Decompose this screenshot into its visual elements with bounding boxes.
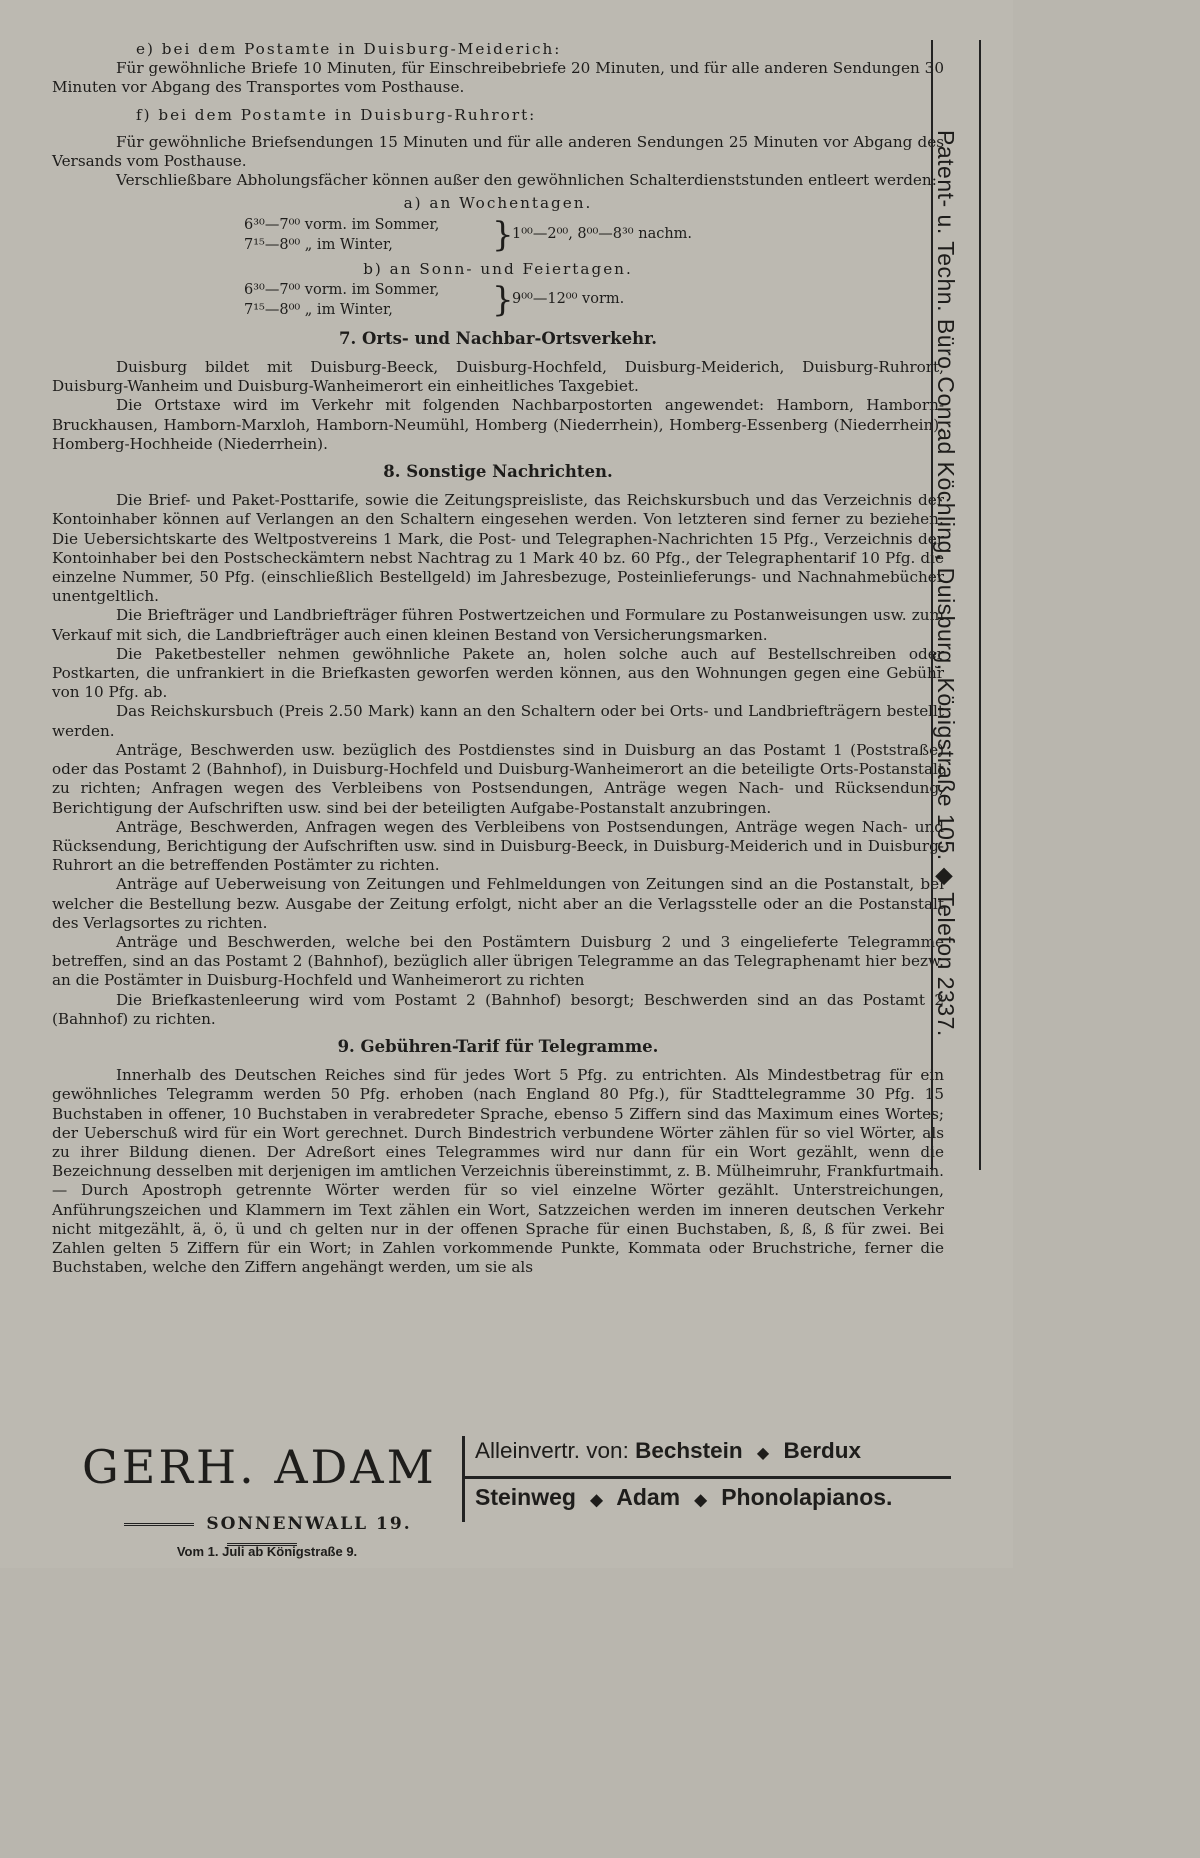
paragraph-9-1: Innerhalb des Deutschen Reiches sind für jedes Wort 5 Pfg. zu entrichten. Als Mindestbetrag für ein gewöhnliches Telegramm werden 50 Pfg. erhoben (nach England 80 Pfg.), für Stadttelegramme 30 Pfg. 15 Buchstaben in offener, 10 Buchstaben in verabredeter Sprache, ebenso 5 Ziffern sind das Maximum eines Wortes; der Ueberschuß wird für ein Wort gerechnet. Durch Bindestrich verbundene Wörter zählen für so viel Wörter, als zu ihrer Bildung dienen. Der Adreßort eines Telegrammes wird nur dann für ein Wort gezählt, wenn die Bezeichnung desselben mit derjenigen im amtlichen Verzeichnis übereinstimmt, z. B. Mülheimruhr, Frankfurtmain. — Durch Apostroph getrennte Wörter werden für so viel einzelne Wörter gezählt. Unterstreichungen, Anführungszeichen und Klammern im Text zählen ein Wort, Satzzeichen werden im inneren deutschen Verkehr nicht mitgezählt, ä, ö, ü und ch gelten nur in der offenen Sprache für einen Buchstaben, ß, ß, ß für zwei. Bei Zahlen gelten 5 Ziffern für ein Wort; in Zahlen vorkommende Punkte, Kommata oder Bruchstriche, ferner die Buchstaben, welche den Ziffern angehängt werden, um sie als bbox=[52, 1066, 944, 1277]
paragraph-8-3: Die Paketbesteller nehmen gewöhnliche Pakete an, holen solche auch auf Bestellschreiben oder Postkarten, die unfrankiert in die Briefkasten geworfen werden können, aus den Wohnungen gegen eine Gebühr von 10 Pfg. ab. bbox=[52, 644, 944, 702]
section-f-text: Für gewöhnliche Briefsendungen 15 Minuten und für alle anderen Sendungen 25 Minuten vor Abgang des Versands vom Posthause. bbox=[52, 132, 944, 171]
sidebar-advert-text: Patent- u. Techn. Büro Conrad Köchling, Duisburg, Königstraße 105. ◆ Telefon 2337. bbox=[933, 130, 959, 1037]
holiday-hours bbox=[52, 281, 944, 321]
heading-7: 7. Orts- und Nachbar-Ortsverkehr. bbox=[338, 328, 657, 348]
heading-9: 9. Gebühren-Tarif für Telegramme. bbox=[337, 1036, 659, 1056]
brand-adam: Adam bbox=[616, 1484, 681, 1510]
paragraph-7-1: Duisburg bildet mit Duisburg-Beeck, Duisburg-Hochfeld, Duisburg-Meiderich, Duisburg-Ruhrort, Duisburg-Wanheim und Duisburg-Wanheimerort ein einheitliches Taxgebiet. bbox=[52, 358, 944, 396]
advert-prefix: Alleinvertr. von: bbox=[475, 1438, 629, 1463]
paragraph-8-2: Die Briefträger und Landbriefträger führen Postwertzeichen und Formulare zu Postanweisungen usw. zum Verkauf mit sich, die Landbriefträger auch einen kleinen Bestand von Versicherungsmarken. bbox=[52, 606, 944, 644]
section-e-title: e) bei dem Postamte in Duisburg-Meiderich: bbox=[136, 40, 562, 58]
brand-berdux: Berdux bbox=[783, 1438, 862, 1463]
weekday-times: 1⁰⁰—2⁰⁰, 8⁰⁰—8³⁰ nachm. bbox=[512, 225, 693, 242]
paragraph-8-7: Anträge auf Ueberweisung von Zeitungen und Fehlmeldungen von Zeitungen sind an die Postanstalt, bei welcher die Bestellung bezw. Ausgabe der Zeitung erfolgt, nicht aber an die Verlagsstelle oder an die Postanstalt des Verlagsortes zu richten. bbox=[52, 875, 944, 932]
advert-note: Vom 1. Juli ab Königstraße 9. bbox=[176, 1544, 358, 1559]
holidays-title: b) an Sonn- und Feiertagen. bbox=[363, 259, 633, 278]
brand-steinweg: Steinweg bbox=[475, 1484, 576, 1510]
sidebar-advert bbox=[931, 40, 981, 1170]
separator-diamond: ◆ bbox=[590, 1492, 603, 1509]
advert-company-name: GERH. ADAM bbox=[82, 1440, 437, 1494]
separator-diamond: ◆ bbox=[694, 1492, 707, 1509]
advert-brands-box bbox=[462, 1436, 951, 1522]
paragraph-8-1: Die Brief- und Paket-Posttarife, sowie die Zeitungspreisliste, das Reichskursbuch und das Verzeichnis der Kontoinhaber können auf Verlangen an den Schaltern eingesehen werden. Von letzteren sind ferner zu beziehen: Die Uebersichtskarte des Weltpostvereins 1 Mark, die Post- und Telegraphen-Nachrichten 15 Pfg., Verzeichnis der Kontoinhaber bei den Postscheckämtern nebst Nachtrag zu 1 Mark 40 bz. 60 Pfg., der Telegraphentarif 10 Pfg. die einzelne Nummer, 50 Pfg. (einschließlich Bestellgeld) im Jahresbezuge, Posteinlieferungs- und Nachnahmebücher unentgeltlich. bbox=[52, 491, 944, 606]
faecher-text: Verschließbare Abholungsfächer können außer den gewöhnlichen Schalterdienststunden entleert werden: bbox=[116, 171, 937, 190]
main-text-column bbox=[52, 40, 944, 1277]
paragraph-8-4: Das Reichskursbuch (Preis 2.50 Mark) kann an den Schaltern oder bei Orts- und Landbriefträgern bestellt werden. bbox=[52, 702, 944, 740]
paragraph-8-8: Anträge und Beschwerden, welche bei den Postämtern Duisburg 2 und 3 eingelieferte Telegramme betreffen, sind an das Postamt 2 (Bahnhof), bezüglich aller übrigen Telegramme an das Telegraphenamt hier bezw. an die Postämter in Duisburg-Hochfeld und Wanheimerort zu richten bbox=[52, 932, 944, 990]
weekday-summer: 6³⁰—7⁰⁰ vorm. im Sommer, bbox=[244, 216, 440, 233]
holiday-summer: 6³⁰—7⁰⁰ vorm. im Sommer, bbox=[244, 281, 440, 298]
section-f-title: f) bei dem Postamte in Duisburg-Ruhrort: bbox=[136, 105, 537, 124]
paragraph-8-5: Anträge, Beschwerden usw. bezüglich des Postdienstes sind in Duisburg an das Postamt 1 (Poststraße) oder das Postamt 2 (Bahnhof), in Duisburg-Hochfeld und Duisburg-Wanheimerort an die beteiligte Orts-Postanstalt zu richten; Anfragen wegen des Verbleibens von Postsendungen, Anträge wegen Nach- und Rücksendung, Berichtigung der Aufschriften usw. sind bei der beteiligten Aufgabe-Postanstalt anzubringen. bbox=[52, 740, 944, 817]
paragraph-8-9: Die Briefkastenleerung wird vom Postamt 2 (Bahnhof) besorgt; Beschwerden sind an das Postamt 2 (Bahnhof) zu richten. bbox=[52, 990, 944, 1028]
separator-diamond: ◆ bbox=[756, 1445, 770, 1462]
advert-divider bbox=[465, 1476, 951, 1479]
holiday-times: 9⁰⁰—12⁰⁰ vorm. bbox=[512, 290, 625, 307]
advert-brands-line-1 bbox=[475, 1438, 861, 1464]
section-e-text: Für gewöhnliche Briefe 10 Minuten, für Einschreibebriefe 20 Minuten, und für alle anderen Sendungen 30 Minuten vor Abgang des Transportes vom Posthause. bbox=[52, 59, 944, 97]
footer-advert bbox=[52, 1436, 950, 1562]
brace: } bbox=[492, 214, 514, 255]
holiday-winter: 7¹⁵—8⁰⁰ „ im Winter, bbox=[244, 301, 393, 318]
heading-8: 8. Sonstige Nachrichten. bbox=[383, 462, 613, 482]
weekday-hours bbox=[52, 216, 944, 256]
brace: } bbox=[492, 279, 514, 320]
advert-brands-line-2 bbox=[475, 1484, 892, 1511]
paragraph-7-2: Die Ortstaxe wird im Verkehr mit folgenden Nachbarpostorten angewendet: Hamborn, Hamborn-Bruckhausen, Hamborn-Marxloh, Hamborn-Neumühl, Homberg (Niederrhein), Homberg-Essenberg (Niederrhein), Homberg-Hochheide (Niederrhein). bbox=[52, 396, 944, 453]
weekdays-title: a) an Wochentagen. bbox=[403, 194, 593, 213]
brand-bechstein: Bechstein bbox=[635, 1438, 743, 1463]
weekday-winter: 7¹⁵—8⁰⁰ „ im Winter, bbox=[244, 236, 393, 253]
advert-address: SONNENWALL 19. bbox=[72, 1514, 452, 1554]
paragraph-8-6: Anträge, Beschwerden, Anfragen wegen des Verbleibens von Postsendungen, Anträge wegen Nach- und Rücksendung, Berichtigung der Aufschriften usw. sind in Duisburg-Beeck, in Duisburg-Meiderich und in Duisburg-Ruhrort an die betreffenden Postämter zu richten. bbox=[52, 817, 944, 875]
brand-phonolapianos: Phonolapianos. bbox=[721, 1484, 893, 1510]
